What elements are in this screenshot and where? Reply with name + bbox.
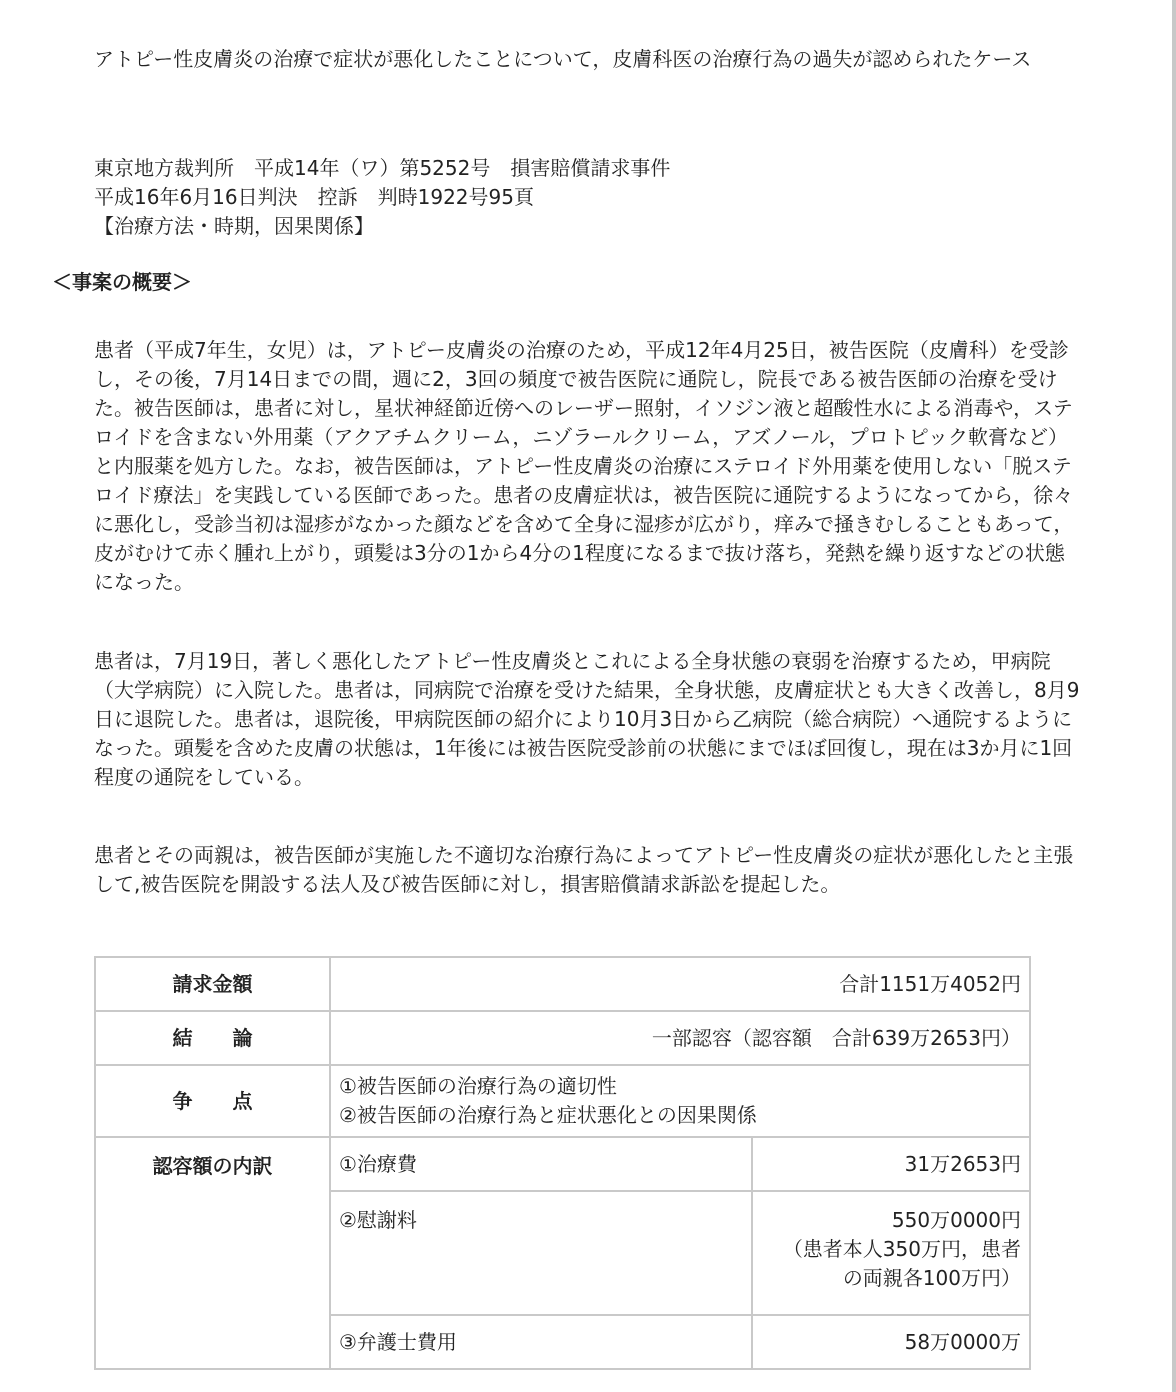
conclusion-row (95, 1011, 1030, 1065)
breakdown-amount-attorney-fees: 58万0000万 (752, 1315, 1030, 1369)
summary-paragraph-3: 患者とその両親は，被告医師が実施した不適切な治療行為によってアトピー性皮膚炎の症状が悪化したと主張して,被告医院を開設する法人及び被告医師に対し，損害賠償請求訴訟を提起した。 (94, 843, 1074, 896)
breakdown-label: 認容額の内訳 (95, 1137, 330, 1369)
breakdown-amount-consolation (752, 1191, 1030, 1315)
claim-amount-value: 合計1151万4052円 (330, 957, 1030, 1011)
page-right-border (1172, 0, 1176, 1392)
consolation-amount: 550万0000円 (891, 1208, 1021, 1232)
summary-paragraph-1: 患者（平成7年生，女児）は，アトピー皮膚炎の治療のため，平成12年4月25日，被告医院（皮膚科）を受診し，その後，7月14日までの間，週に2，3回の頻度で被告医院に通院し，院長である被告医師の治療を受けた。被告医師は，患者に対し，星状神経節近傍へのレーザー照射，イソジン液と超酸性水による消毒や，ステロイドを含まない外用薬（アクアチムクリーム，ニゾラールクリーム，アズノール，プロトピック軟膏など）と内服薬を処方した。なお，被告医師は，アトピー性皮膚炎の治療にステロイド外用薬を使用しない「脱ステロイド療法」を実践している医師であった。患者の皮膚症状は，被告医院に通院するようになってから，徐々に悪化し，受診当初は湿疹がなかった顔などを含めて全身に湿疹が広がり，痒みで掻きむしることもあって，皮がむけて赤く腫れ上がり，頭髪は3分の1から4分の1程度になるまで抜け落ち，発熱を繰り返すなどの状態になった。 (94, 338, 1074, 594)
breakdown-item-treatment: ①治療費 (330, 1137, 752, 1191)
claim-amount-row (95, 957, 1030, 1011)
consolation-note-line2: の両親各100万円） (842, 1266, 1021, 1290)
case-summary-table (94, 956, 1031, 1370)
claim-amount-label: 請求金額 (95, 957, 330, 1011)
issues-value (330, 1065, 1030, 1137)
breakdown-item-consolation: ②慰謝料 (330, 1191, 752, 1315)
summary-paragraph-2: 患者は，7月19日，著しく悪化したアトピー性皮膚炎とこれによる全身状態の衰弱を治療するため，甲病院（大学病院）に入院した。患者は，同病院で治療を受けた結果，全身状態，皮膚症状とも大きく改善し，8月9日に退院した。患者は，退院後，甲病院医師の紹介により10月3日から乙病院（総合病院）へ通院するようになった。頭髪を含めた皮膚の状態は，1年後には被告医院受診前の状態にまでほぼ回復し，現在は3か月に1回程度の通院をしている。 (94, 649, 1080, 789)
breakdown-amount-treatment: 31万2653円 (752, 1137, 1030, 1191)
judgment-info: 平成16年6月16日判決 控訴 判時1922号95頁 (94, 185, 534, 209)
consolation-note-line1: （患者本人350万円，患者 (782, 1237, 1021, 1261)
case-title: アトピー性皮膚炎の治療で症状が悪化したことについて，皮膚科医の治療行為の過失が認められたケース (94, 47, 1032, 71)
conclusion-value: 一部認容（認容額 合計639万2653円） (330, 1011, 1030, 1065)
section-heading: ＜事案の概要＞ (52, 270, 192, 294)
issues-row (95, 1065, 1030, 1137)
issue-2: ②被告医師の治療行為と症状悪化との因果関係 (339, 1103, 757, 1127)
conclusion-label: 結 論 (95, 1011, 330, 1065)
breakdown-row (95, 1137, 1030, 1191)
court-case-info: 東京地方裁判所 平成14年（ワ）第5252号 損害賠償請求事件 (94, 156, 671, 180)
breakdown-item-attorney-fees: ③弁護士費用 (330, 1315, 752, 1369)
case-keywords: 【治療方法・時期，因果関係】 (94, 214, 374, 238)
issues-label: 争 点 (95, 1065, 330, 1137)
issue-1: ①被告医師の治療行為の適切性 (339, 1074, 617, 1098)
